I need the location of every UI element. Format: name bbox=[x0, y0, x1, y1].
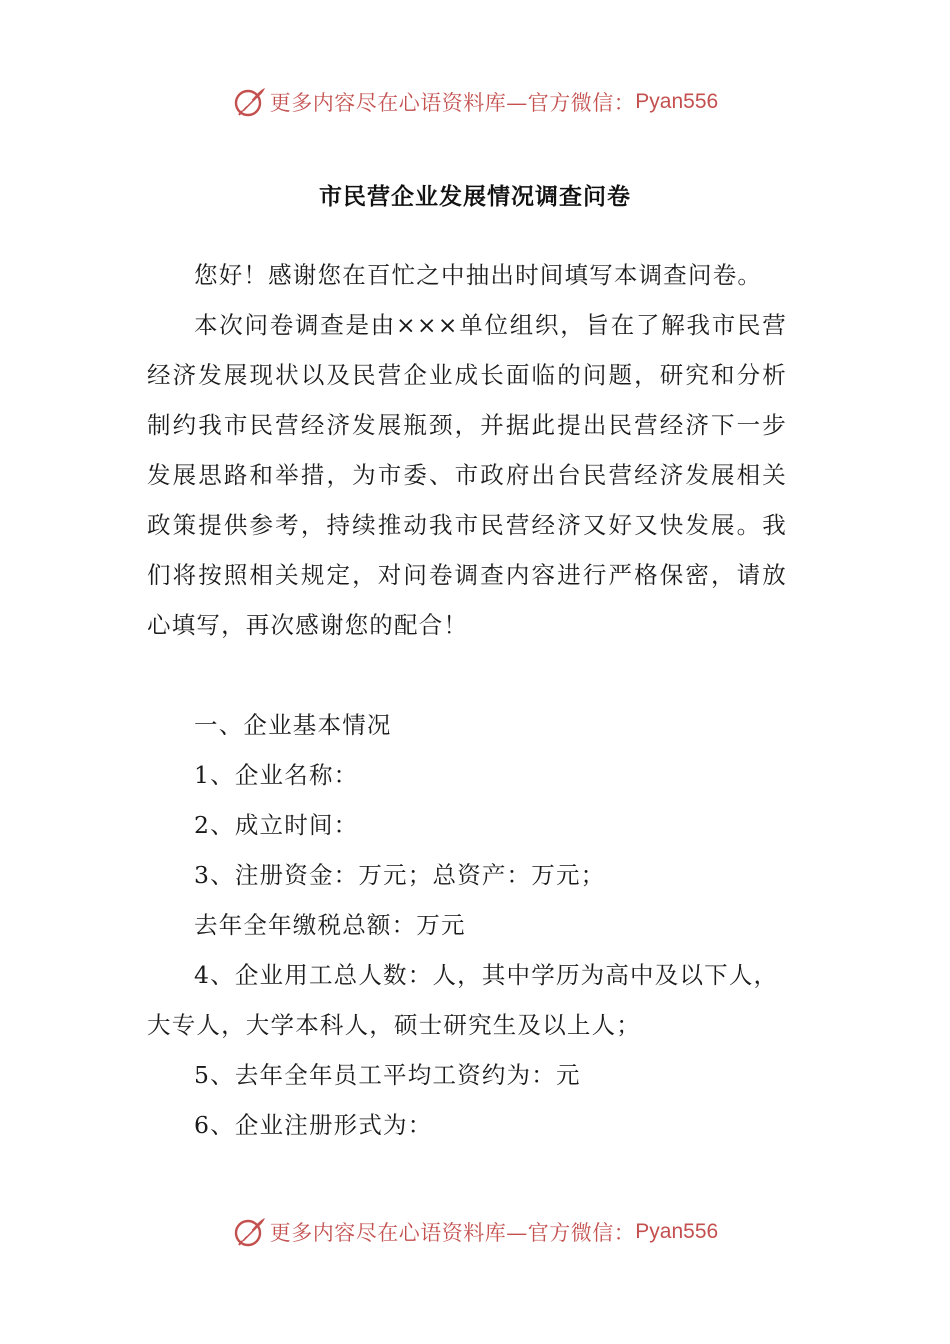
document-title: 市民营企业发展情况调查问卷 bbox=[319, 183, 631, 210]
question-item: 去年全年缴税总额：万元 bbox=[194, 911, 466, 939]
section-basic-info bbox=[147, 700, 787, 1150]
question-item: 3、注册资金：万元；总资产：万元； bbox=[194, 861, 606, 889]
watermark-text: 更多内容尽在心语资料库—官方微信： bbox=[269, 1221, 636, 1245]
header-watermark bbox=[0, 80, 950, 124]
watermark-wechat-id: Pyan556 bbox=[635, 1220, 719, 1243]
quill-logo-icon bbox=[232, 84, 268, 120]
intro-body bbox=[147, 250, 787, 650]
intro-paragraph: 本次问卷调查是由×××单位组织，旨在了解我市民营经济发展现状以及民营企业成长面临的问题，研究和分析制约我市民营经济发展瓶颈，并据此提出民营经济下一步发展思路和举措，为市委、市政府出台民营经济发展相关政策提供参考，持续推动我市民营经济又好又快发展。我们将按照相关规定，对问卷调查内容进行严格保密，请放心填写，再次感谢您的配合！ bbox=[147, 311, 787, 639]
watermark-wechat-id: Pyan556 bbox=[635, 90, 719, 113]
section-heading: 一、企业基本情况 bbox=[194, 711, 392, 739]
question-item: 6、企业注册形式为： bbox=[194, 1111, 433, 1139]
watermark-text: 更多内容尽在心语资料库—官方微信： bbox=[269, 91, 636, 115]
question-item: 5、去年全年员工平均工资约为：元 bbox=[194, 1061, 581, 1089]
question-item: 4、企业用工总人数：人，其中学历为高中及以下人，大专人，大学本科人，硕士研究生及以上人； bbox=[147, 961, 779, 1039]
question-item: 1、企业名称： bbox=[194, 761, 359, 789]
greeting-paragraph: 您好！感谢您在百忙之中抽出时间填写本调查问卷。 bbox=[194, 261, 763, 289]
question-item: 2、成立时间： bbox=[194, 811, 359, 839]
quill-logo-icon bbox=[232, 1214, 268, 1250]
footer-watermark bbox=[0, 1210, 950, 1254]
